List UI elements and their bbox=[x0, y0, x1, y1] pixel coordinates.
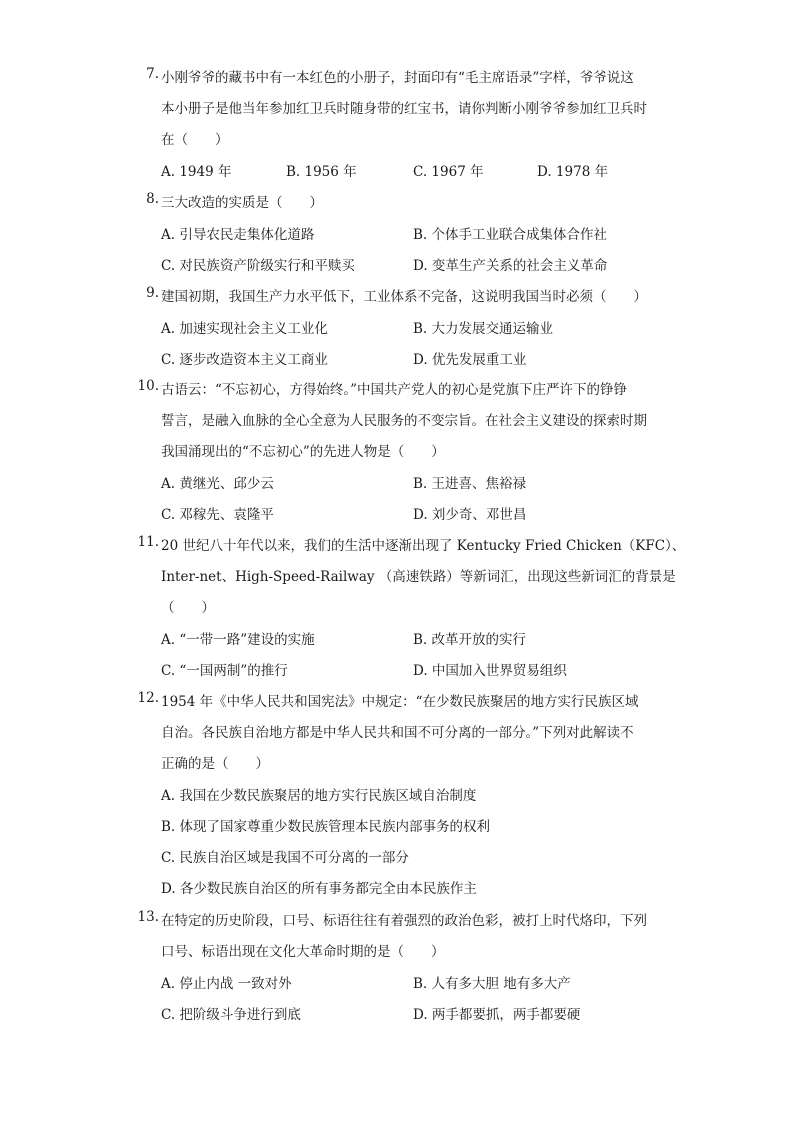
question-text-line: 建国初期，我国生产力水平低下，工业体系不完备，这说明我国当时必须（ ） bbox=[161, 289, 647, 305]
question-text-line: 自治。各民族自治地方都是中华人民共和国不可分离的一部分。”下列对此解读不 bbox=[161, 725, 634, 741]
option-d: D. 1978 年 bbox=[537, 164, 609, 180]
option-c: C. 对民族资产阶级实行和平赎买 bbox=[161, 258, 355, 274]
question-number: 8. bbox=[146, 191, 159, 207]
option-c: C. “一国两制”的推行 bbox=[161, 663, 288, 679]
question-text-line: 正确的是（ ） bbox=[161, 756, 269, 772]
option-b: B. 个体手工业联合成集体合作社 bbox=[413, 227, 608, 243]
question-number: 12. bbox=[137, 690, 159, 706]
question-text-line: 口号、标语出现在文化大革命时期的是（ ） bbox=[161, 944, 445, 960]
question-text-line: 在特定的历史阶段，口号、标语往往有着强烈的政治色彩，被打上时代烙印，下列 bbox=[161, 913, 647, 929]
option-b: B. 体现了国家尊重少数民族管理本民族内部事务的权利 bbox=[161, 819, 491, 835]
option-a: A. 1949 年 bbox=[161, 164, 232, 180]
option-b: B. 改革开放的实行 bbox=[413, 632, 527, 648]
question-text-line: Inter-net、High-Speed-Railway （高速铁路）等新词汇，出现这些新词汇的背景是 bbox=[161, 569, 676, 585]
question-text-line: 1954 年《中华人民共和国宪法》中规定：“在少数民族聚居的地方实行民族区域 bbox=[161, 694, 639, 710]
question-text-line: 誓言，是融入血脉的全心全意为人民服务的不变宗旨。在社会主义建设的探索时期 bbox=[161, 413, 647, 429]
question-number: 10. bbox=[137, 378, 159, 394]
question-text-line: 小刚爷爷的藏书中有一本红色的小册子，封面印有“毛主席语录”字样，爷爷说这 bbox=[161, 70, 634, 86]
option-c: C. 民族自治区域是我国不可分离的一部分 bbox=[161, 850, 409, 866]
question-text-line: 本小册子是他当年参加红卫兵时随身带的红宝书，请你判断小刚爷爷参加红卫兵时 bbox=[161, 101, 647, 117]
option-d: D. 各少数民族自治区的所有事务都完全由本民族作主 bbox=[161, 881, 477, 897]
option-a: A. 黄继光、邱少云 bbox=[161, 476, 274, 492]
option-d: D. 中国加入世界贸易组织 bbox=[413, 663, 567, 679]
question-number: 11. bbox=[137, 534, 159, 550]
option-b: B. 1956 年 bbox=[286, 164, 357, 180]
question-text-line: 20 世纪八十年代以来，我们的生活中逐渐出现了 Kentucky Fried Chicken（KFC）、 bbox=[161, 538, 686, 554]
option-b: B. 大力发展交通运输业 bbox=[413, 321, 554, 337]
option-a: A. 加速实现社会主义工业化 bbox=[161, 321, 328, 337]
option-d: D. 刘少奇、邓世昌 bbox=[413, 507, 527, 523]
option-d: D. 两手都要抓，两手都要硬 bbox=[413, 1007, 581, 1023]
option-c: C. 把阶级斗争进行到底 bbox=[161, 1007, 301, 1023]
option-a: A. “一带一路”建设的实施 bbox=[161, 632, 315, 648]
question-number: 13. bbox=[137, 909, 159, 925]
option-c: C. 1967 年 bbox=[413, 164, 484, 180]
question-number: 7. bbox=[146, 66, 159, 82]
question-text-line: 在（ ） bbox=[161, 132, 229, 148]
option-a: A. 停止内战 一致对外 bbox=[161, 976, 292, 992]
question-number: 9. bbox=[146, 285, 159, 301]
question-text-line: 我国涌现出的“不忘初心”的先进人物是（ ） bbox=[161, 444, 445, 460]
option-a: A. 引导农民走集体化道路 bbox=[161, 227, 315, 243]
question-text-line: 三大改造的实质是（ ） bbox=[161, 195, 323, 211]
option-c: C. 邓稼先、袁隆平 bbox=[161, 507, 274, 523]
option-d: D. 优先发展重工业 bbox=[413, 352, 527, 368]
option-b: B. 人有多大胆 地有多大产 bbox=[413, 976, 571, 992]
option-c: C. 逐步改造资本主义工商业 bbox=[161, 352, 328, 368]
option-d: D. 变革生产关系的社会主义革命 bbox=[413, 258, 608, 274]
question-text-line: （ ） bbox=[161, 600, 215, 616]
question-text-line: 古语云：“不忘初心，方得始终。”中国共产党人的初心是党旗下庄严许下的铮铮 bbox=[161, 382, 628, 398]
option-a: A. 我国在少数民族聚居的地方实行民族区域自治制度 bbox=[161, 788, 477, 804]
option-b: B. 王进喜、焦裕禄 bbox=[413, 476, 527, 492]
